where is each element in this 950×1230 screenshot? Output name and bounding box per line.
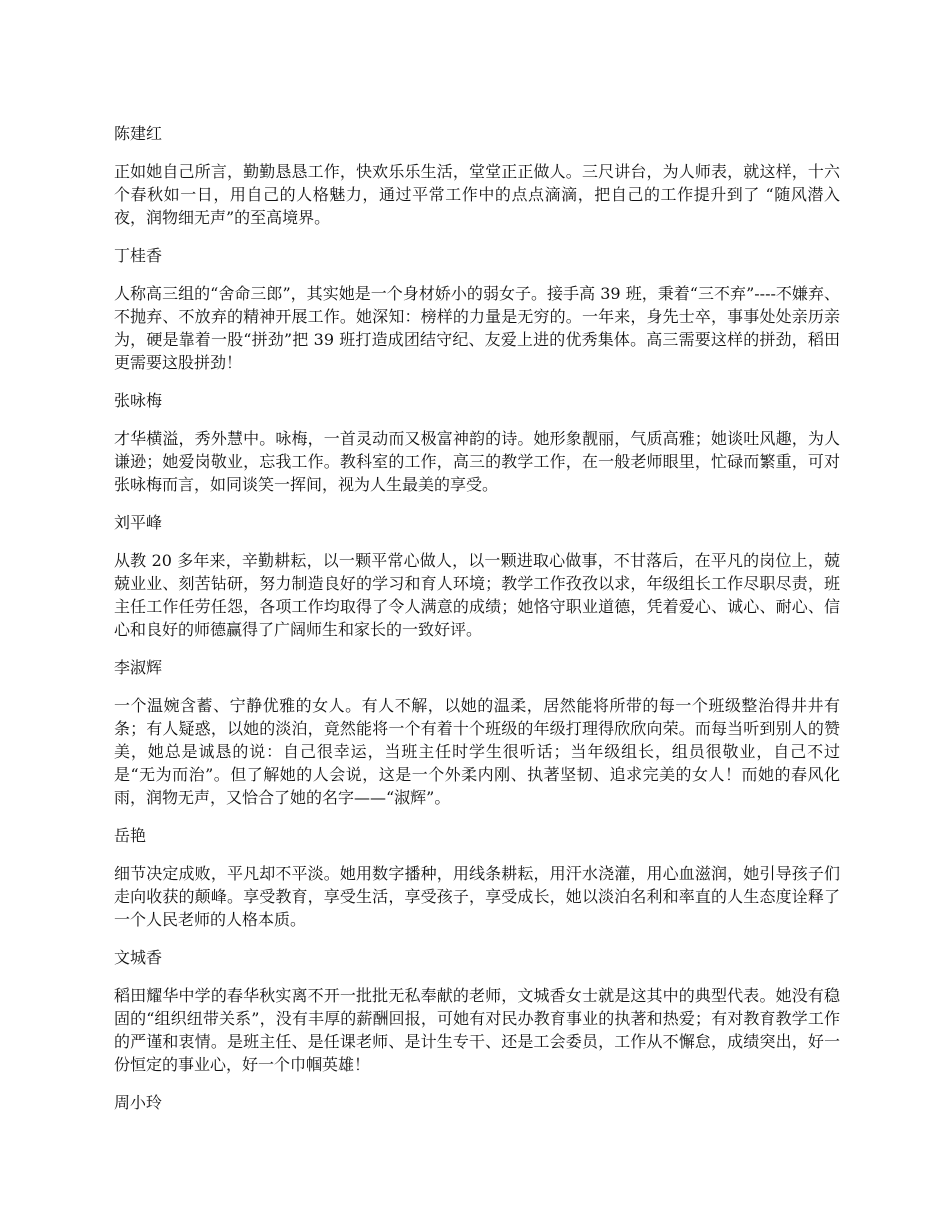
person-description: 细节决定成败，平凡却不平淡。她用数字播种，用线条耕耘，用汗水浇灌，用心血滋润，她引导孩子们走向收获的颠峰。享受教育，享受生活，享受孩子，享受成长，她以淡泊名利和率直的人生态度诠释了一个人民老师的人格本质。 <box>114 864 840 929</box>
person-description: 一个温婉含蓄、宁静优雅的女人。有人不解，以她的温柔，居然能将所带的每一个班级整治得井井有条；有人疑惑，以她的淡泊，竟然能将一个有着十个班级的年级打理得欣欣向荣。而每当听到别人的赞美，她总是诚恳的说：自己很幸运，当班主任时学生很听话；当年级组长，组员很敬业，自己不过是“无为而治”。但了解她的人会说，这是一个外柔内刚、执著坚韧、追求完美的女人！而她的春风化雨，润物无声，又恰合了她的名字——“淑辉”。 <box>114 696 840 807</box>
section-zhou-xiaoling <box>114 1091 840 1114</box>
person-description: 从教 20 多年来，辛勤耕耘，以一颗平常心做人，以一颗进取心做事，不甘落后，在平凡的岗位上，兢兢业业、刻苦钻研，努力制造良好的学习和育人环境；教学工作孜孜以求，年级组长工作尽职尽责，班主任工作任劳任怨，各项工作均取得了令人满意的成绩；她恪守职业道德，凭着爱心、诚心、耐心、信心和良好的师德赢得了广阔师生和家长的一致好评。 <box>114 551 840 639</box>
person-name: 陈建红 <box>114 124 163 143</box>
person-description: 正如她自己所言，勤勤恳恳工作，快欢乐乐生活，堂堂正正做人。三尺讲台，为人师表，就这样，十六个春秋如一日，用自己的人格魅力，通过平常工作中的点点滴滴，把自己的工作提升到了 “随风潜入夜，润物细无声”的至高境界。 <box>114 162 840 227</box>
person-name: 刘平峰 <box>114 513 163 532</box>
person-description: 稻田耀华中学的春华秋实离不开一批批无私奉献的老师，文城香女士就是这其中的典型代表。她没有稳固的“组织纽带关系”，没有丰厚的薪酬回报，可她有对民办教育事业的执著和热爱；有对教育教学工作的严谨和衷情。是班主任、是任课老师、是计生专干、还是工会委员，工作从不懈怠，成绩突出，好一份恒定的事业心，好一个巾帼英雄！ <box>114 986 840 1074</box>
person-name: 李淑辉 <box>114 658 163 677</box>
person-name: 丁桂香 <box>114 246 163 265</box>
document-page <box>114 122 840 1129</box>
section-li-shuhui <box>114 656 840 809</box>
section-wen-chengxiang <box>114 946 840 1076</box>
section-yue-yan <box>114 824 840 931</box>
section-zhang-yongmei <box>114 389 840 496</box>
person-name: 周小玲 <box>114 1093 163 1112</box>
section-ding-guixiang <box>114 244 840 374</box>
person-description: 才华横溢，秀外慧中。咏梅，一首灵动而又极富神韵的诗。她形象靓丽，气质高雅；她谈吐风趣，为人谦逊；她爱岗敬业，忘我工作。教科室的工作，高三的教学工作，在一般老师眼里，忙碌而繁重，可对张咏梅而言，如同谈笑一挥间，视为人生最美的享受。 <box>114 429 840 494</box>
person-name: 张咏梅 <box>114 391 163 410</box>
person-description: 人称高三组的“舍命三郎”，其实她是一个身材娇小的弱女子。接手高 39 班，秉着“三不弃”----不嫌弃、不抛弃、不放弃的精神开展工作。她深知：榜样的力量是无穷的。一年来，身先士卒，事事处处亲历亲为，硬是靠着一股“拼劲”把 39 班打造成团结守纪、友爱上进的优秀集体。高三需要这样的拼劲，稻田更需要这股拼劲！ <box>114 284 840 372</box>
section-liu-pingfeng <box>114 511 840 641</box>
person-name: 岳艳 <box>114 826 147 845</box>
person-name: 文城香 <box>114 948 163 967</box>
section-chen-jianhong <box>114 122 840 229</box>
